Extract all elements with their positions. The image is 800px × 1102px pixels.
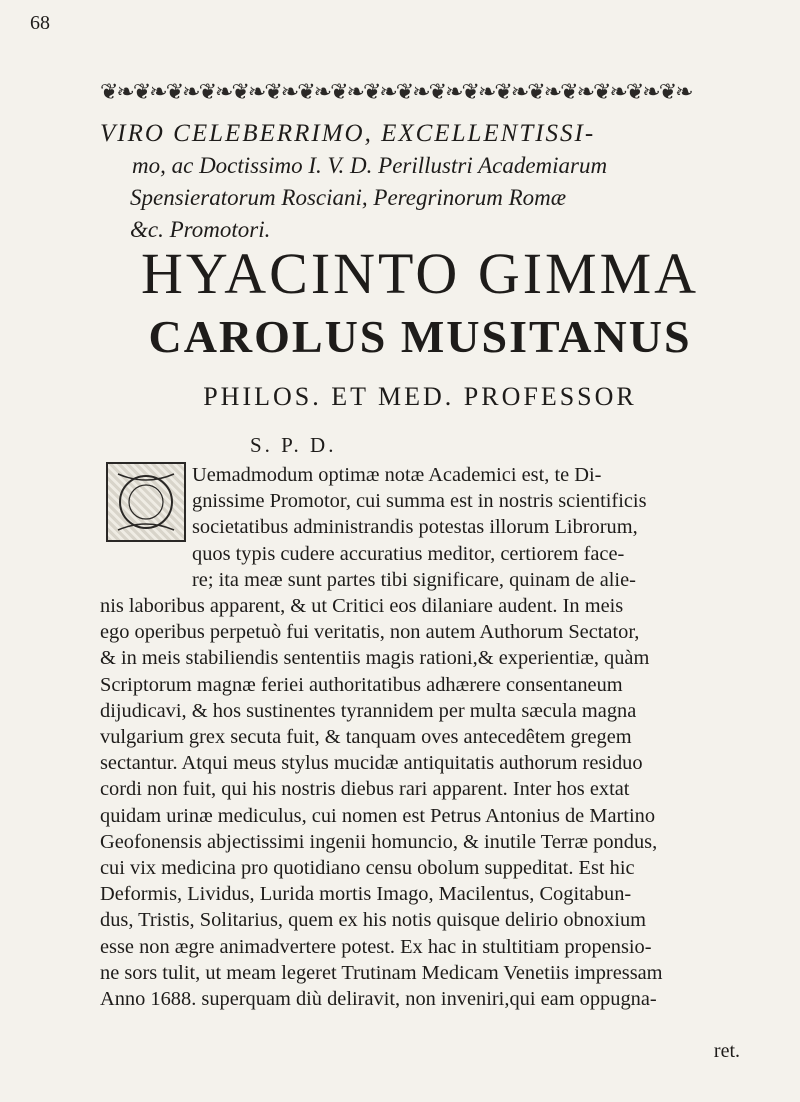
body-line: Uemadmodum optimæ notæ Academici est, te Di- (192, 464, 602, 486)
body-line: dus, Tristis, Solitarius, quem ex his notis quisque delirio obnoxium (100, 909, 647, 932)
body-line: Anno 1688. superquam diù deliravit, non inveniri,qui eam oppugna- (100, 988, 657, 1011)
body-line: quidam urinæ mediculus, cui nomen est Petrus Antonius de Martino (100, 804, 656, 827)
body-line: cordi non fuit, qui his nostris diebus rari apparent. Inter hos extat (100, 778, 630, 801)
dedication-line-3: Spensieratorum Rosciani, Peregrinorum Romæ (130, 185, 567, 210)
dedication-line-2: mo, ac Doctissimo I. V. D. Perillustri Academiarum (132, 153, 608, 178)
body-line: sectantur. Atqui meus stylus mucidæ antiquitatis authorum residuo (100, 752, 643, 775)
body-line: ne sors tulit, ut meam legeret Trutinam Medicam Venetiis impressam (100, 961, 663, 984)
body-line: Geofonensis abjectissimi ingenii homuncio, & inutile Terræ pondus, (100, 830, 658, 853)
body-line: societatibus administrandis potestas illorum Librorum, (192, 516, 638, 539)
addressee-name: HYACINTO GIMMA (140, 241, 700, 306)
author-title: PHILOS. ET MED. PROFESSOR (203, 382, 637, 411)
body-line: re; ita meæ sunt partes tibi significare, quinam de alie- (192, 568, 636, 591)
body-line: quos typis cudere accuratius meditor, certiorem face- (192, 542, 625, 565)
body-line: Deformis, Lividus, Lurida mortis Imago, Macilentus, Cogitabun- (100, 883, 632, 906)
salutation: S. P. D. (250, 433, 337, 457)
body-line: cui vix medicina pro quotidiano censu obolum suppeditat. Est hic (100, 857, 635, 880)
page-number: 68 (30, 12, 50, 34)
body-line: & in meis stabiliendis sententiis magis rationi,& experientiæ, quàm (100, 647, 650, 670)
body-line: dijudicavi, & hos sustinentes tyrannidem per multa sæcula magna (100, 699, 637, 722)
dedication-line-4: &c. Promotori. (130, 217, 271, 242)
letter-body (100, 462, 730, 1012)
body-line: nis laboribus apparent, & ut Critici eos dilaniare audent. In meis (100, 595, 624, 618)
ornament-glyphs: ❦❧❦❧❦❧❦❧❦❧❦❧❦❧❦❧❦❧❦❧❦❧❦❧❦❧❦❧❦❧❦❧❦❧❦❧ (100, 80, 692, 105)
body-line: ego operibus perpetuò fui veritatis, non autem Authorum Sectator, (100, 621, 640, 644)
body-line: Scriptorum magnæ feriei authoritatibus adhærere consentaneum (100, 673, 623, 696)
dedication-line-1: VIRO CELEBERRIMO, EXCELLENTISSI- (100, 120, 596, 147)
body-line: vulgarium grex secuta fuit, & tanquam oves antecedêtem gregem (100, 726, 632, 749)
body-line: esse non ægre animadvertere potest. Ex hac in stultitiam propensio- (100, 935, 652, 958)
catchword: ret. (713, 1040, 740, 1062)
body-line: gnissime Promotor, cui summa est in nostris scientificis (192, 490, 647, 513)
author-name: CAROLUS MUSITANUS (148, 311, 692, 362)
dedication-block (100, 118, 740, 246)
headpiece-ornament (100, 78, 740, 108)
